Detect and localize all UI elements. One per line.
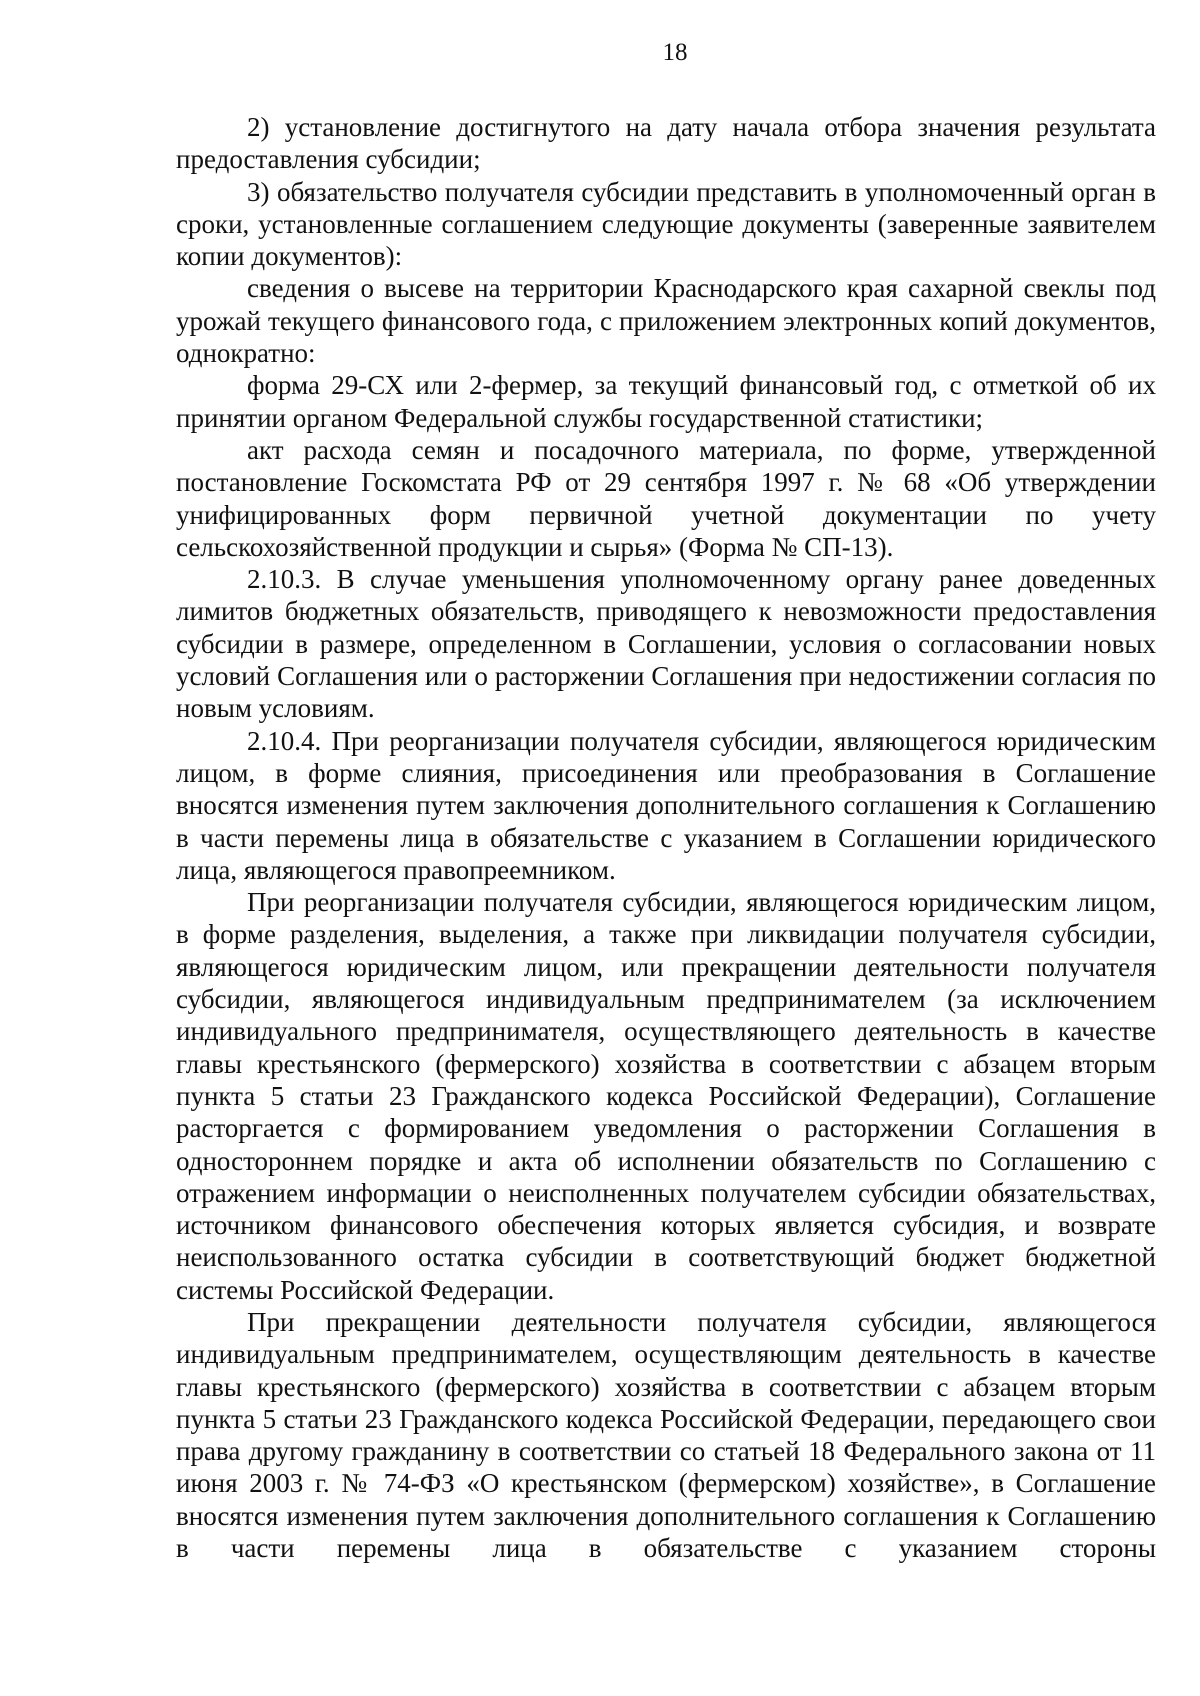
paragraph-sowing-info: сведения о высеве на территории Краснодарского края сахарной свеклы под урожай текущего финансового года, с приложением электронных копий документов, однократно:	[176, 273, 1156, 369]
paragraph-form-29: форма 29-СХ или 2-фермер, за текущий финансовый год, с отметкой об их принятии органом Федеральной службы государственной статистики;	[176, 370, 1156, 433]
paragraph-termination: При прекращении деятельности получателя субсидии, являющегося индивидуальным предпринимателем, осуществляющим деятельность в качестве главы крестьянского (фермерского) хозяйства в соответствии с абзацем вторым пункта 5 статьи 23 Гражданского кодекса Российской Федерации, передающего свои права другому гражданину в соответствии со статьей 18 Федерального закона от 11 июня 2003 г. № 74-ФЗ «О крестьянском (фермерском) хозяйстве», в Соглашение вносятся изменения путем заключения дополнительного соглашения к Соглашению в части перемены лица в обязательстве с указанием стороны	[176, 1306, 1156, 1564]
paragraph-2-10-3: 2.10.3. В случае уменьшения уполномоченному органу ранее доведенных лимитов бюджетных обязательств, приводящего к невозможности предоставления субсидии в размере, определенном в Соглашении, условия о согласовании новых условий Соглашения или о расторжении Соглашения при недостижении согласия по новым условиям.	[176, 564, 1156, 724]
paragraph-item-3: 3) обязательство получателя субсидии представить в уполномоченный орган в сроки, установленные соглашением следующие документы (заверенные заявителем копии документов):	[176, 176, 1156, 272]
paragraph-seed-act: акт расхода семян и посадочного материала, по форме, утвержденной постановление Госкомстата РФ от 29 сентября 1997 г. № 68 «Об утверждении унифицированных форм первичной учетной документации по учету сельскохозяйственной продукции и сырья» (Форма № СП-13).	[176, 434, 1156, 562]
paragraph-2-10-4: 2.10.4. При реорганизации получателя субсидии, являющегося юридическим лицом, в форме слияния, присоединения или преобразования в Соглашение вносятся изменения путем заключения дополнительного соглашения к Соглашению в части перемены лица в обязательстве с указанием в Соглашении юридического лица, являющегося правопреемником.	[176, 725, 1156, 885]
page-number: 18	[662, 39, 688, 66]
paragraph-item-2: 2) установление достигнутого на дату начала отбора значения результата предоставления субсидии;	[176, 112, 1156, 175]
paragraph-reorganization: При реорганизации получателя субсидии, являющегося юридическим лицом, в форме разделения, выделения, а также при ликвидации получателя субсидии, являющегося юридическим лицом, или прекращении деятельности получателя субсидии, являющегося индивидуальным предпринимателем (за исключением индивидуального предпринимателя, осуществляющего деятельность в качестве главы крестьянского (фермерского) хозяйства в соответствии с абзацем вторым пункта 5 статьи 23 Гражданского кодекса Российской Федерации), Соглашение расторгается с формированием уведомления о расторжении Соглашения в одностороннем порядке и акта об исполнении обязательств по Соглашению с отражением информации о неисполненных получателем субсидии обязательствах, источником финансового обеспечения которых является субсидия, и возврате неиспользованного остатка субсидии в соответствующий бюджет бюджетной системы Российской Федерации.	[176, 887, 1156, 1305]
document-body	[176, 111, 1156, 1564]
